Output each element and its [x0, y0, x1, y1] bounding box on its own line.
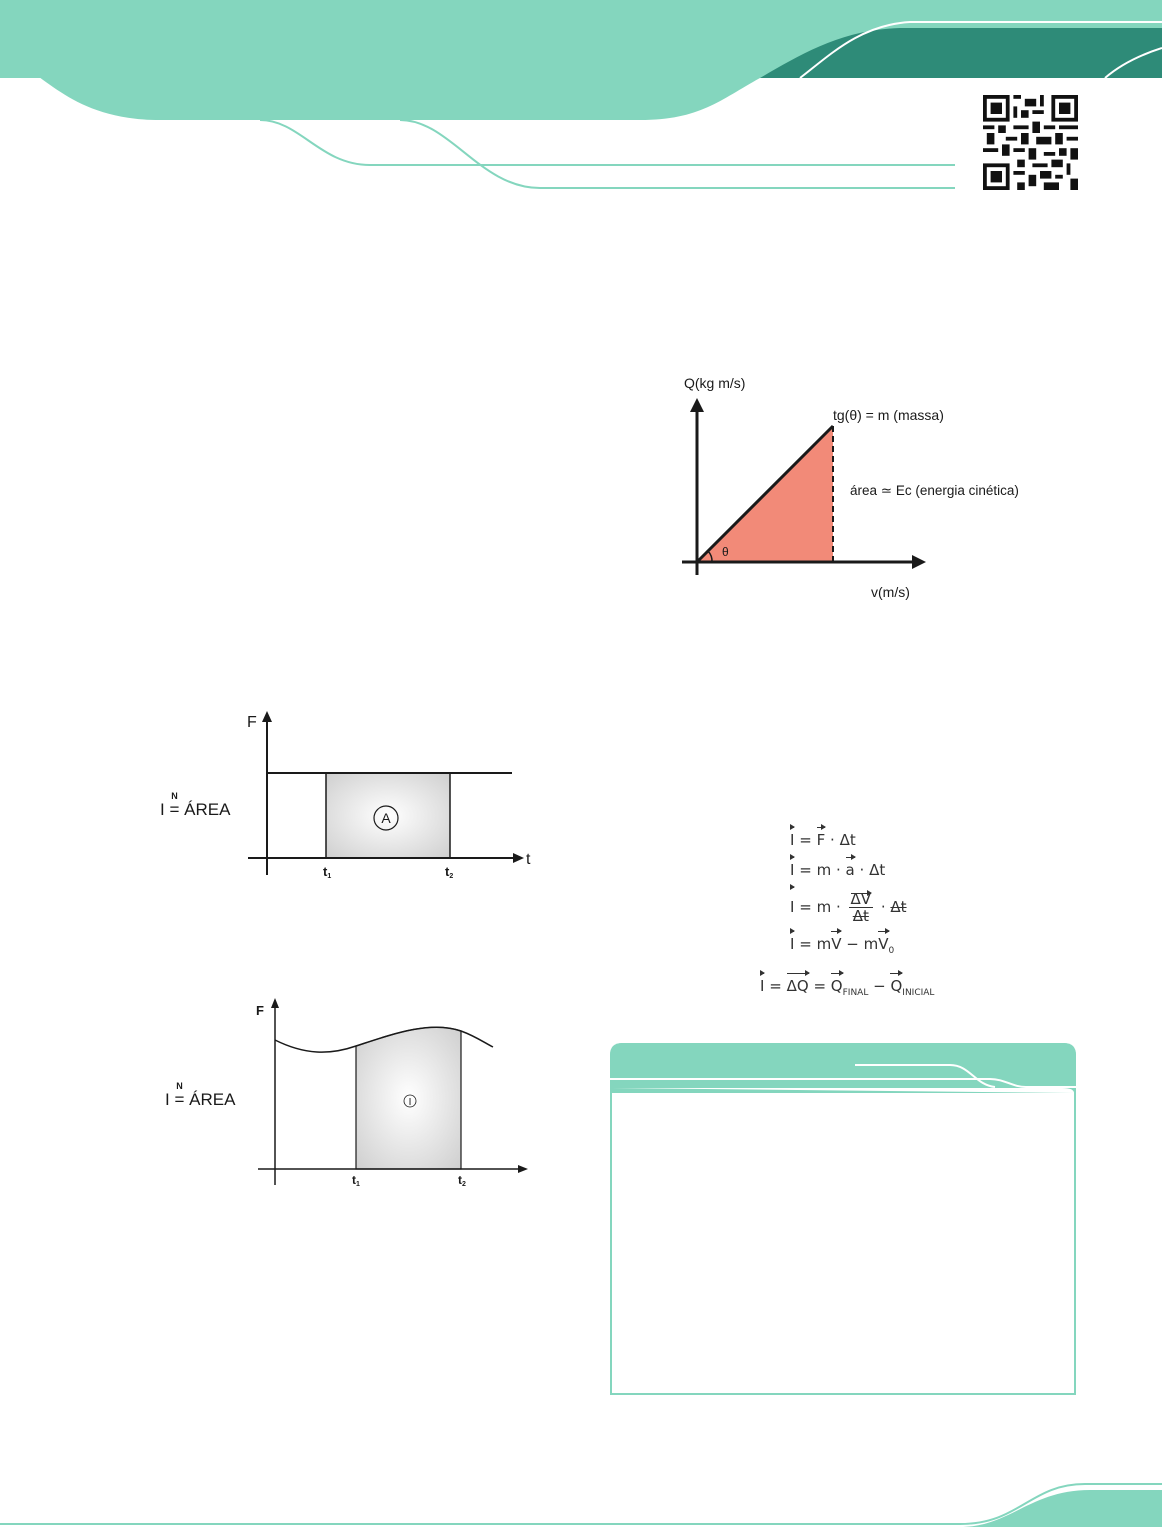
formula-row-3: I = m · $\frac{\Delta V}{\Delta t}$ · Δt: [790, 885, 960, 929]
impulse-symbol: I: [165, 1090, 170, 1109]
slope-label: tg(θ) = m (massa): [833, 407, 944, 423]
delta-v-over-delta-t: $\frac{\Delta V}{\Delta t}$: [850, 890, 872, 925]
numerically-equal-symbol: N =: [169, 791, 180, 819]
info-box-header: [610, 1043, 1076, 1093]
area-word: ÁREA: [189, 1090, 236, 1109]
impulse-equation-2: [165, 1081, 236, 1110]
momentum-velocity-chart: [670, 370, 1030, 610]
constant-force-chart: [240, 705, 540, 885]
area-label: I: [408, 1097, 412, 1108]
angle-label: θ: [722, 545, 729, 559]
area-word: ÁREA: [184, 800, 231, 819]
impulse-equation-1: [160, 791, 231, 820]
x-axis-label: t: [526, 851, 531, 868]
t2-label: t2: [445, 864, 454, 880]
y-axis-label: F: [247, 714, 257, 731]
info-box: [610, 1043, 1076, 1395]
formula-row-5: $I = \Delta Q = Q_{FINAL} - Q_{INICIAL}$: [760, 971, 960, 1001]
formula-row-2: I = m · a · Δt: [790, 855, 960, 885]
t1-label: t1: [352, 1173, 360, 1188]
formula-row-4: I = mV − $mV_0$: [790, 929, 960, 959]
footer-decoration: [0, 1470, 1162, 1527]
y-axis-label: Q(kg m/s): [684, 375, 746, 391]
impulse-derivation: [760, 825, 960, 1001]
formula-row-1: I = F · Δt: [790, 825, 960, 855]
area-label: A: [381, 810, 391, 826]
y-axis-label: F: [256, 1003, 264, 1018]
x-axis-label: v(m/s): [871, 584, 910, 600]
area-label: área ≃ Ec (energia cinética): [850, 483, 1019, 498]
impulse-symbol: I: [160, 800, 165, 819]
variable-force-chart: [250, 995, 540, 1195]
t1-label: t1: [323, 864, 332, 880]
t2-label: t2: [458, 1173, 466, 1188]
qr-code-icon[interactable]: [983, 95, 1078, 190]
numerically-equal-symbol: N =: [174, 1081, 185, 1109]
